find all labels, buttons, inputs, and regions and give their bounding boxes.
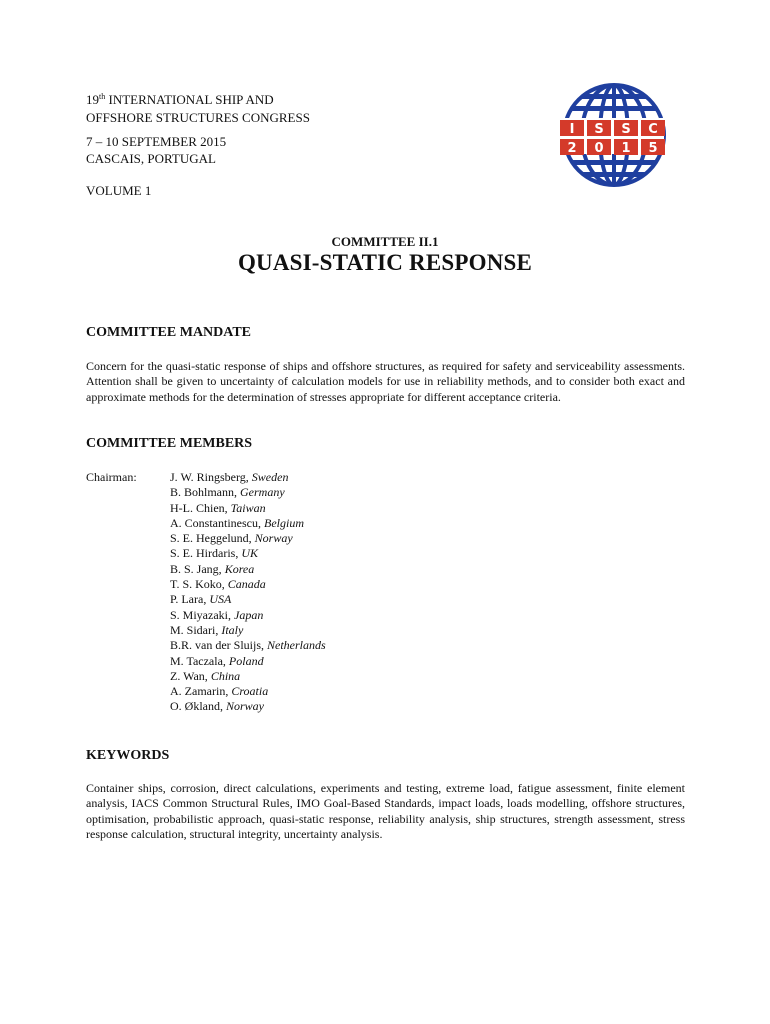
- member-country: Canada: [227, 577, 266, 592]
- congress-title-line2: OFFSHORE STRUCTURES CONGRESS: [86, 110, 310, 125]
- congress-location: CASCAIS, PORTUGAL: [86, 151, 216, 166]
- logo-letter: S: [594, 122, 604, 137]
- member-country: China: [210, 668, 241, 683]
- member-item: [170, 485, 326, 500]
- volume-label: VOLUME 1: [86, 183, 152, 198]
- logo-letter: I: [569, 122, 575, 137]
- member-country: Netherlands: [267, 638, 326, 653]
- logo-letter: 5: [648, 141, 658, 156]
- mandate-heading: COMMITTEE MANDATE: [86, 325, 252, 340]
- member-name: P. Lara,: [170, 592, 210, 607]
- member-name: M. Taczala,: [170, 653, 229, 668]
- member-country: Sweden: [251, 470, 289, 484]
- member-name: B.R. van der Sluijs,: [170, 638, 268, 653]
- mandate-text: Concern for the quasi-static response of ships and offshore structures, as required for safety and serviceability assessments. Attention shall be given to uncertainty of calculation models for use in reliability methods, and to consider both exact and approximate methods for the determination of stresses appropriate for different acceptance criteria.: [86, 359, 685, 404]
- member-name: S. E. Heggelund,: [170, 531, 255, 546]
- congress-dates: 7 – 10 SEPTEMBER 2015: [86, 134, 227, 149]
- congress-title-line1: 19th INTERNATIONAL SHIP AND: [86, 92, 274, 107]
- member-country: Japan: [234, 607, 264, 622]
- member-item: [170, 699, 326, 714]
- member-country: Norway: [226, 699, 265, 714]
- member-name: M. Sidari,: [170, 622, 222, 637]
- member-name: S. Miyazaki,: [170, 607, 234, 622]
- member-name: H-L. Chien,: [170, 500, 231, 515]
- member-name: J. W. Ringsberg,: [170, 470, 252, 484]
- member-name: Z. Wan,: [170, 668, 211, 683]
- member-name: T. S. Koko,: [170, 577, 228, 592]
- logo-letter: 0: [594, 141, 604, 156]
- member-country: Croatia: [231, 684, 269, 699]
- keywords-heading: KEYWORDS: [86, 748, 170, 763]
- member-country: USA: [209, 592, 232, 607]
- member-country: UK: [241, 546, 258, 561]
- member-country: Korea: [224, 561, 255, 576]
- member-item: [170, 684, 326, 699]
- page-title: QUASI-STATIC RESPONSE: [237, 250, 533, 275]
- chairman-label: Chairman:: [86, 470, 137, 484]
- member-name: A. Constantinescu,: [170, 515, 264, 530]
- member-item: [170, 501, 326, 516]
- member-name: A. Zamarin,: [170, 684, 232, 699]
- member-item: [170, 669, 326, 684]
- member-item: [170, 516, 326, 531]
- committee-label: COMMITTEE II.1: [331, 234, 439, 249]
- members-heading: COMMITTEE MEMBERS: [86, 436, 253, 451]
- keywords-text: Container ships, corrosion, direct calculations, experiments and testing, extreme load, fatigue assessment, finite element analysis, IACS Common Structural Rules, IMO Goal-Based Standards, impact loads, loads modelling, offshore structures, optimisation, probabilistic approach, quasi-static response, reliability analysis, ship structures, strength assessment, stress response calculation, structural integrity, uncertainty analysis.: [86, 781, 685, 842]
- logo-letter: 2: [567, 141, 577, 156]
- member-country: Poland: [228, 653, 264, 668]
- member-name: B. Bohlmann,: [170, 485, 241, 500]
- member-item: [170, 470, 326, 485]
- members-list: [170, 470, 326, 715]
- member-name: B. S. Jang,: [170, 561, 225, 576]
- member-country: Taiwan: [230, 500, 266, 515]
- logo-letter: 1: [621, 141, 631, 156]
- issc-2015-logo: [552, 82, 668, 188]
- member-country: Germany: [240, 485, 285, 500]
- congress-title: [86, 92, 310, 126]
- member-item: [170, 608, 326, 623]
- member-item: [170, 562, 326, 577]
- member-country: Italy: [221, 622, 244, 637]
- logo-letter: C: [648, 122, 658, 137]
- member-item: [170, 623, 326, 638]
- member-item: [170, 531, 326, 546]
- member-item: [170, 638, 326, 653]
- member-item: [170, 546, 326, 561]
- member-country: Norway: [254, 531, 293, 546]
- member-item: [170, 592, 326, 607]
- member-name: S. E. Hirdaris,: [170, 546, 242, 561]
- member-name: O. Økland,: [170, 699, 226, 714]
- logo-letter: S: [621, 122, 631, 137]
- member-country: Belgium: [264, 515, 304, 530]
- member-item: [170, 577, 326, 592]
- member-item: [170, 654, 326, 669]
